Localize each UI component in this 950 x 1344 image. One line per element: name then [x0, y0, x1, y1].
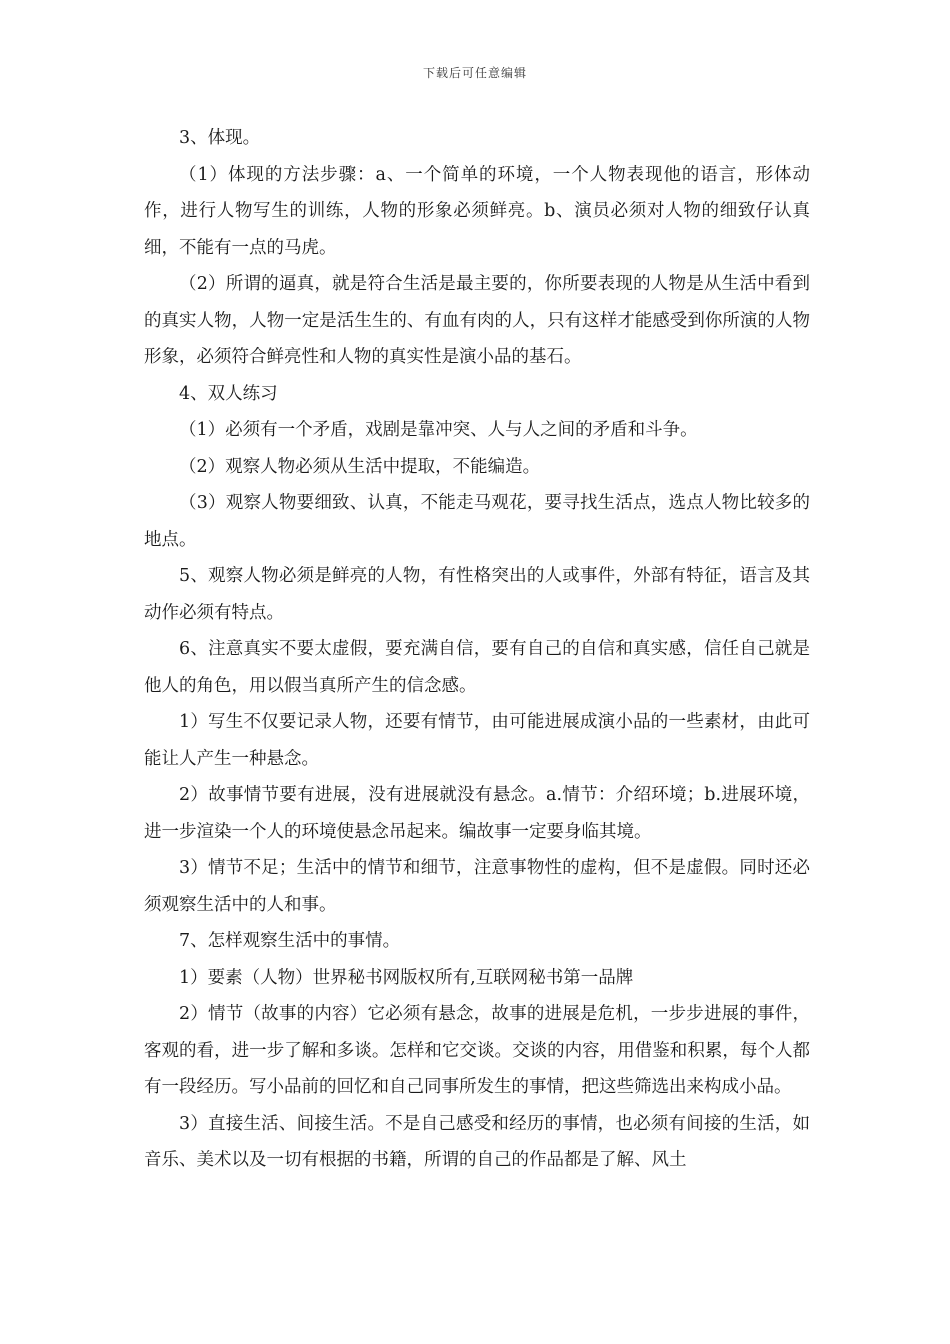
paragraph-7-2: 2）情节（故事的内容）它必须有悬念，故事的进展是危机，一步步进展的事件，客观的看，进一步了解和多谈。怎样和它交谈。交谈的内容，用借鉴和积累，每个人都有一段经历。写小品前的回忆和自己同事所发生的事情，把这些筛选出来构成小品。: [144, 1004, 810, 1097]
page-header: 下载后可任意编辑: [422, 66, 527, 80]
paragraph-3-2: （2）所谓的逼真，就是符合生活是最主要的，你所要表现的人物是从生活中看到的真实人物，人物一定是活生生的、有血有肉的人，只有这样才能感受到你所演的人物形象，必须符合鲜亮性和人物的真实性是演小品的基石。: [144, 274, 810, 367]
paragraph-6-3: 3）情节不足；生活中的情节和细节，注意事物性的虚构，但不是虚假。同时还必须观察生活中的人和事。: [144, 858, 810, 915]
paragraph-section-4-title: 4、双人练习: [179, 383, 278, 404]
paragraph-4-3: （3）观察人物要细致、认真，不能走马观花，要寻找生活点，选点人物比较多的地点。: [144, 493, 810, 550]
paragraph-3-1: （1）体现的方法步骤：a、一个简单的环境，一个人物表现他的语言，形体动作，进行人物写生的训练，人物的形象必须鲜亮。b、演员必须对人物的细致仔认真细，不能有一点的马虎。: [144, 164, 810, 258]
paragraph-section-7-title: 7、怎样观察生活中的事情。: [179, 931, 401, 951]
paragraph-6-1: 1）写生不仅要记录人物，还要有情节，由可能进展成演小品的一些素材，由此可能让人产生一种悬念。: [144, 712, 810, 769]
paragraph-section-5: 5、观察人物必须是鲜亮的人物，有性格突出的人或事件，外部有特征，语言及其动作必须有特点。: [144, 566, 810, 623]
paragraph-4-2: （2）观察人物必须从生活中提取，不能编造。: [179, 456, 541, 477]
document-body: [144, 120, 810, 1179]
paragraph-7-1: 1）要素（人物）世界秘书网版权所有,互联网秘书第一品牌: [179, 967, 634, 988]
paragraph-4-1: （1）必须有一个矛盾，戏剧是靠冲突、人与人之间的矛盾和斗争。: [179, 420, 698, 440]
paragraph-7-3: 3）直接生活、间接生活。不是自己感受和经历的事情，也必须有间接的生活，如音乐、美术以及一切有根据的书籍，所谓的自己的作品都是了解、风土: [144, 1113, 810, 1170]
paragraph-section-3-title: 3、体现。: [179, 128, 261, 148]
paragraph-6-2: 2）故事情节要有进展，没有进展就没有悬念。a.情节：介绍环境；b.进展环境，进一步渲染一个人的环境使悬念吊起来。编故事一定要身临其境。: [144, 785, 810, 842]
paragraph-section-6: 6、注意真实不要太虚假，要充满自信，要有自己的自信和真实感，信任自己就是他人的角色，用以假当真所产生的信念感。: [144, 639, 810, 696]
